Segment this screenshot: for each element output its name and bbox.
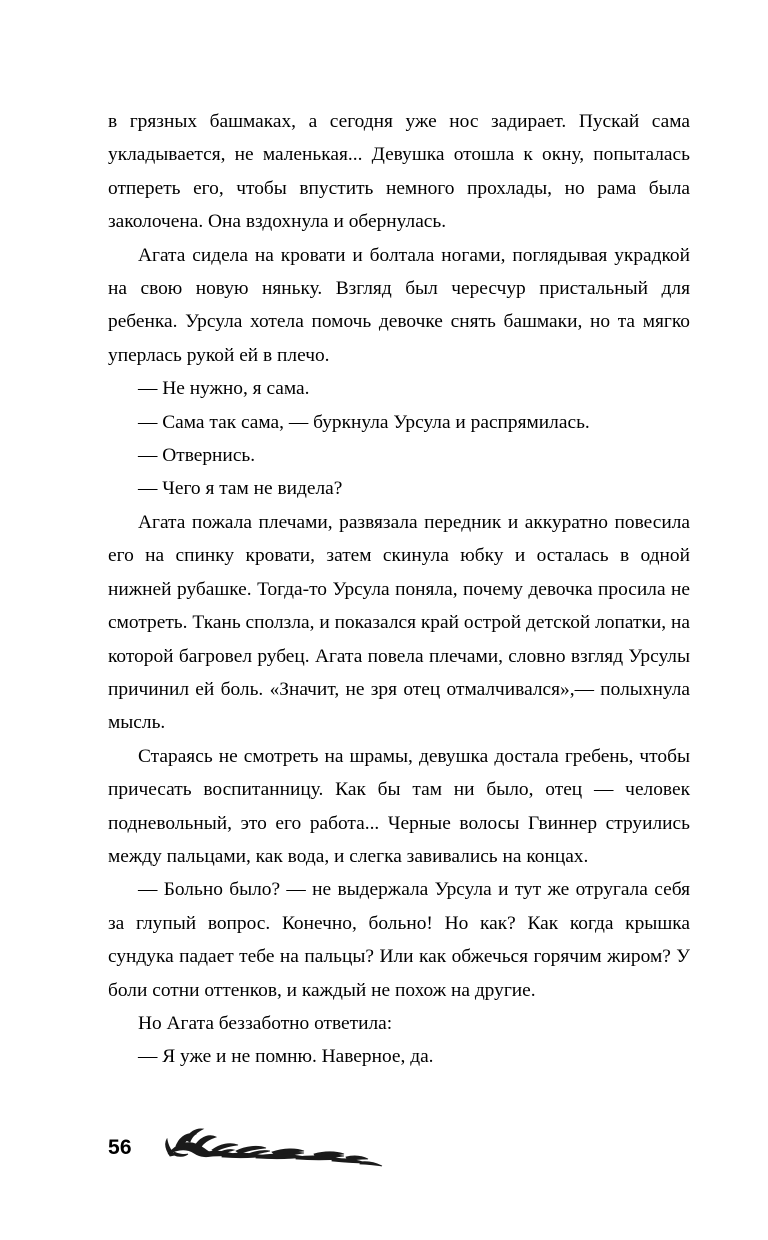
dialogue-line: — Я уже и не помню. Наверное, да.: [138, 1046, 434, 1068]
dialogue-line: — Сама так сама, — буркнула Урсула и распрямилась.: [138, 411, 590, 433]
page-footer: [108, 1120, 690, 1180]
paragraph: Агата пожала плечами, развязала передник и аккуратно повесила его на спинку кровати, затем скинула юбку и осталась в одной нижней рубашке. Тогда-то Урсула поняла, почему девочка просила не смотреть. Ткань сползла, и показался край острой детской лопатки, на которой багровел рубец. Агата повела плечами, словно взгляд Урсулы причинил ей боль. «Значит, не зря отец отмалчивался»,— полыхнула мысль.: [108, 511, 690, 734]
dialogue-line: — Больно было? — не выдержала Урсула и тут же отругала себя за глупый вопрос. Конечно, больно! Но как? Как когда крышка сундука падает тебе на пальцы? Или как обжечься горячим жиром? У боли сотни оттенков, и каждый не похож на другие.: [108, 879, 690, 1001]
dialogue-line: — Не нужно, я сама.: [138, 378, 310, 400]
paragraph-continuation: в грязных башмаках, а сегодня уже нос задирает. Пускай сама укладывается, не маленькая... Девушка отошла к окну, попыталась отпереть его, чтобы впустить немного прохлады, но рама была заколочена. Она вздохнула и обернулась.: [108, 111, 690, 233]
paragraph: Стараясь не смотреть на шрамы, девушка достала гребень, чтобы причесать воспитанницу. Как бы там ни было, отец — человек подневольный, это его работа... Черные волосы Гвиннер струились между пальцами, как вода, и слегка завивались на концах.: [108, 745, 690, 867]
dialogue-line: — Чего я там не видела?: [138, 478, 343, 500]
page-number: 56: [108, 1136, 132, 1159]
paragraph: Но Агата беззаботно ответила:: [138, 1012, 393, 1034]
floral-flourish-ornament-icon: [156, 1120, 386, 1176]
page-text-body: [108, 105, 690, 1074]
dialogue-line: — Отвернись.: [138, 445, 256, 467]
paragraph: Агата сидела на кровати и болтала ногами, поглядывая украдкой на свою новую няньку. Взгляд был чересчур пристальный для ребенка. Урсула хотела помочь девочке снять башмаки, но та мягко уперлась рукой ей в плечо.: [108, 244, 690, 366]
